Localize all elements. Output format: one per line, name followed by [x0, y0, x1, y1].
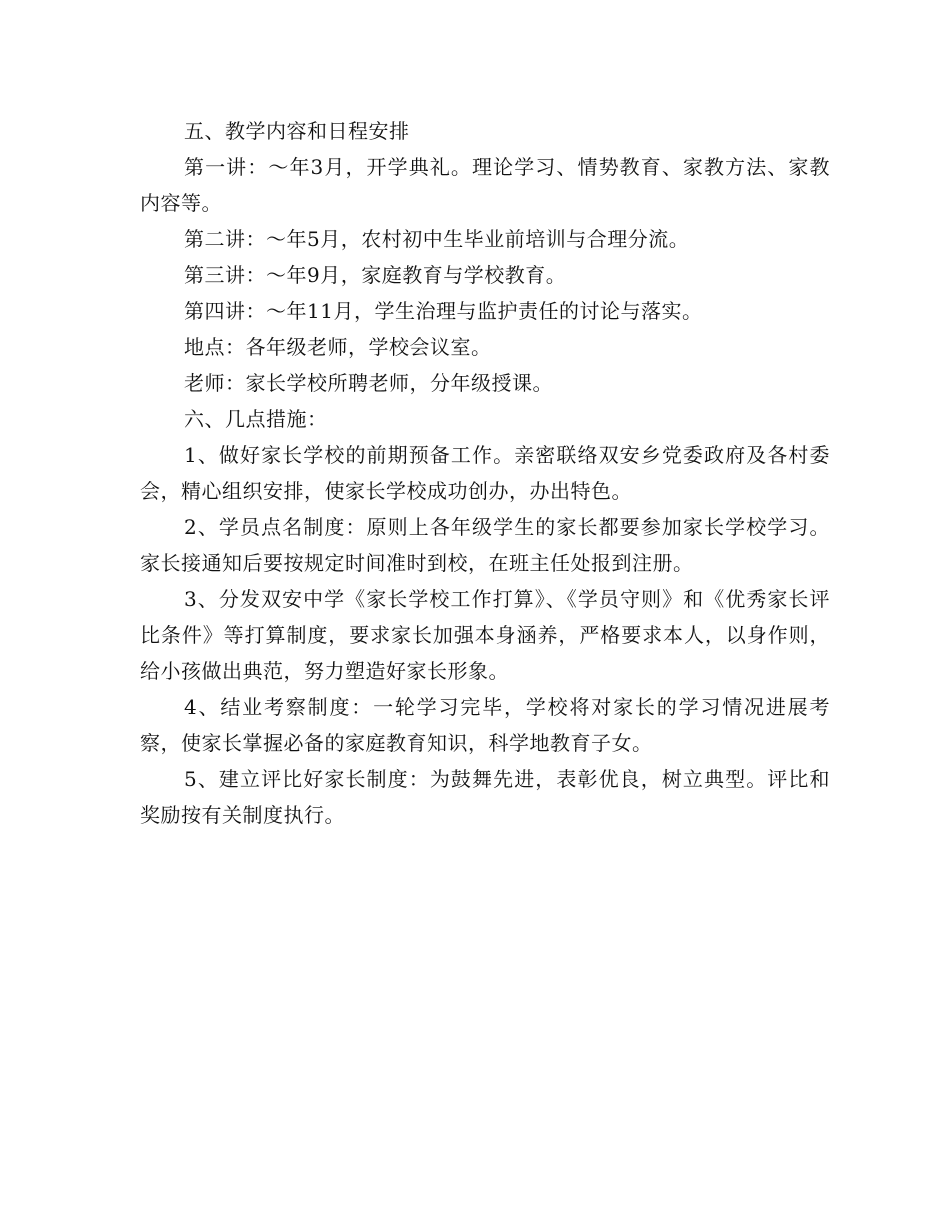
measure-five: 5、建立评比好家长制度：为鼓舞先进，表彰优良，树立典型。评比和奖励按有关制度执行。: [140, 767, 830, 827]
section-heading-six: 六、几点措施：: [184, 407, 328, 431]
lecture-three: 第三讲：～年9月，家庭教育与学校教育。: [184, 263, 567, 287]
measure-one: 1、做好家长学校的前期预备工作。亲密联络双安乡党委政府及各村委会，精心组织安排，使家长学校成功创办，办出特色。: [140, 443, 830, 503]
measure-two: 2、学员点名制度：原则上各年级学生的家长都要参加家长学校学习。家长接通知后要按规定时间准时到校，在班主任处报到注册。: [140, 515, 830, 575]
lecture-four: 第四讲：～年11月，学生治理与监护责任的讨论与落实。: [184, 299, 703, 323]
measure-three: 3、分发双安中学《家长学校工作打算》、《学员守则》和《优秀家长评比条件》等打算制度，要求家长加强本身涵养，严格要求本人，以身作则，给小孩做出典范，努力塑造好家长形象。: [140, 587, 830, 683]
teacher-line: 老师：家长学校所聘老师，分年级授课。: [184, 371, 553, 395]
location-line: 地点：各年级老师，学校会议室。: [184, 335, 492, 359]
document-body: [140, 113, 830, 833]
section-heading-five: 五、教学内容和日程安排: [184, 119, 410, 143]
lecture-two: 第二讲：～年5月，农村初中生毕业前培训与合理分流。: [184, 227, 690, 251]
measure-four: 4、结业考察制度：一轮学习完毕，学校将对家长的学习情况进展考察，使家长掌握必备的家庭教育知识，科学地教育子女。: [140, 695, 830, 755]
lecture-one: 第一讲：～年3月，开学典礼。理论学习、情势教育、家教方法、家教内容等。: [140, 155, 830, 215]
